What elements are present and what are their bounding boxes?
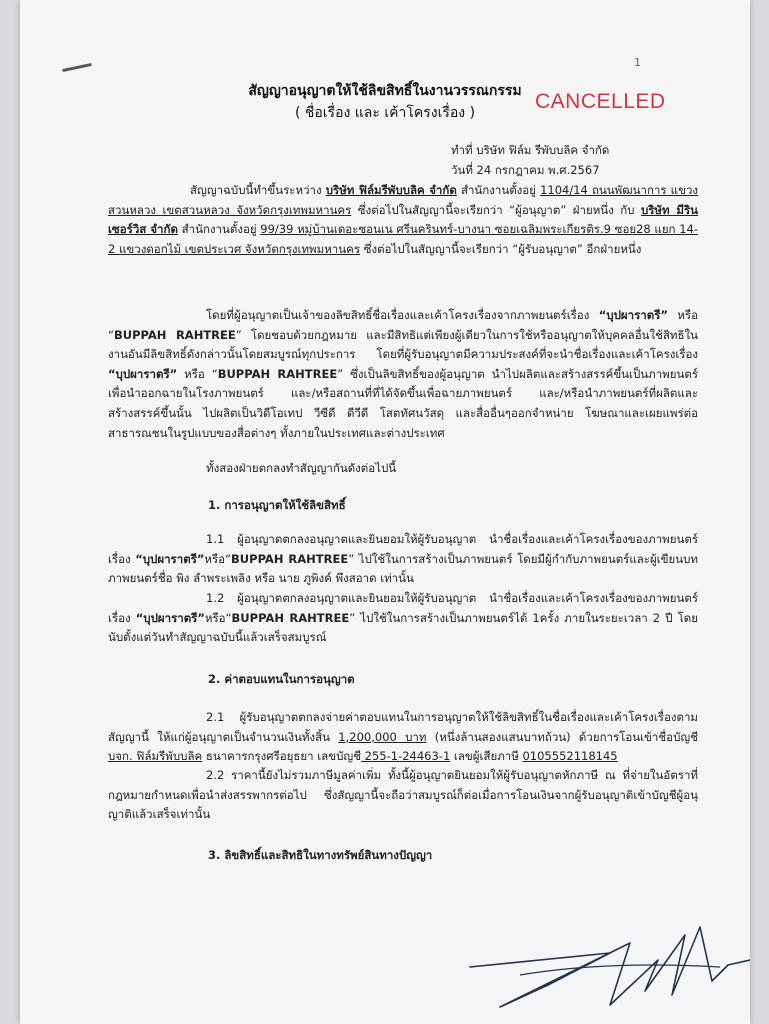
section-2-heading: 2. ค่าตอบแทนในการอนุญาต <box>208 672 355 686</box>
section-3-heading: 3. ลิขสิทธิ์และสิทธิในทางทรัพย์สินทางปัญญา <box>208 848 433 862</box>
parties-paragraph: สัญญาฉบับนี้ทำขึ้นระหว่าง บริษัท ฟิล์มรีพับบลิค จำกัด สำนักงานตั้งอยู่ 1104/14 ถนนพัฒนาการ แขวงสวนหลวง เขตสวนหลวง จังหวัดกรุงเทพมหานคร ซึ่งต่อไปในสัญญานี้จะเรียกว่า “ผู้อนุญาต” ฝ่ายหนึ่ง กับ บริษัท มีริน เซอร์วิส จำกัด สำนักงานตั้งอยู่ 99/39 หมู่บ้านเดอะซอนเน ศรีนครินทร์-บางนา ซอยเฉลิมพระเกียรติร.9 ซอย28 แยก 14-2 แขวงดอกไม้ เขตประเวศ จังหวัดกรุงเทพมหานคร ซึ่งต่อไปในสัญญานี้จะเรียกว่า “ผู้รับอนุญาต” อีกฝ่ายหนึ่ง <box>108 183 699 256</box>
date-line: วันที่ 24 กรกฎาคม พ.ศ.2567 <box>451 163 600 177</box>
document-page <box>20 0 750 1024</box>
made-at-line: ทำที่ บริษัท ฟิล์ม รีพับบลิค จำกัด <box>451 143 610 157</box>
agreement-intro: ทั้งสองฝ่ายตกลงทำสัญญากันดังต่อไปนี้ <box>206 461 397 475</box>
section-1-heading: 1. การอนุญาตให้ใช้ลิขสิทธิ์ <box>208 498 346 512</box>
clause-1-1: 1.1 ผู้อนุญาตตกลงอนุญาตและยินยอมให้ผู้รับอนุญาต นำชื่อเรื่องและเค้าโครงเรื่องของภาพยนตร์เรื่อง “บุปผาราตรี”หรือ“BUPPAH RAHTREE” ไปใช้ในการสร้างเป็นภาพยนตร์ โดยมีผู้กำกับภาพยนตร์และผู้เขียนบทภาพยนตร์ชื่อ พิง ลำพระเพลิง หรือ นาย ภูพิงค์ พึงสอาด เท่านั้น <box>108 532 698 586</box>
page-number: 1 <box>634 56 641 69</box>
clause-2-1: 2.1 ผู้รับอนุญาตตกลงจ่ายค่าตอบแทนในการอนุญาตให้ใช้ลิขสิทธิ์ในชื่อเรื่องและเค้าโครงเรื่องตามสัญญานี้ ให้แก่ผู้อนุญาตเป็นจำนวนเงินทั้งสิ้น 1,200,000 บาท (หนึ่งล้านสองแสนบาทถ้วน) ด้วยการโอนเข้าชื่อบัญชี บจก. ฟิล์มรีพับบลิค ธนาคารกรุงศรีอยุธยา เลขบัญชี 255-1-24463-1 เลขผู้เสียภาษี 0105552118145 <box>108 710 698 764</box>
clause-1-2: 1.2 ผู้อนุญาตตกลงอนุญาตและยินยอมให้ผู้รับอนุญาต นำชื่อเรื่องและเค้าโครงเรื่องของภาพยนตร์เรื่อง “บุปผาราตรี”หรือ“BUPPAH RAHTREE” ไปใช้ในการสร้างเป็นภาพยนตร์ได้ 1ครั้ง ภายในระยะเวลา 2 ปี โดยนับตั้งแต่วันทำสัญญาฉบับนี้แล้วเสร็จสมบูรณ์ <box>108 591 698 645</box>
document-subtitle: ( ชื่อเรื่อง และ เค้าโครงเรื่อง ) <box>294 105 476 121</box>
clause-2-2: 2.2 ราคานี้ยังไม่รวมภาษีมูลค่าเพิ่ม ทั้งนี้ผู้อนุญาตยินยอมให้ผู้รับอนุญาตหักภาษี ณ ที่จ่ายในอัตราที่กฎหมายกำหนดเพื่อนำส่งสรรพากรต่อไป ซึ่งสัญญานี้จะถือว่าสมบูรณ์ก็ต่อเมื่อการโอนเงินจากผู้รับอนุญาติเข้าบัญชีผู้อนุญาติแล้วเสร็จเท่านั้น <box>108 768 698 822</box>
document-title: สัญญาอนุญาตให้ใช้ลิขสิทธิ์ในงานวรรณกรรม <box>248 83 522 99</box>
cancelled-stamp: CANCELLED <box>535 90 666 113</box>
recital-paragraph: โดยที่ผู้อนุญาตเป็นเจ้าของลิขสิทธิ์ชื่อเรื่องและเค้าโครงเรื่องจากภาพยนตร์เรื่อง “บุปผาราตรี” หรือ “BUPPAH RAHTREE” โดยชอบด้วยกฎหมาย และมีสิทธิแต่เพียงผู้เดียวในการใช้หรืออนุญาตให้บุคคลอื่นใช้สิทธิในงานอันมีลิขสิทธิ์ดังกล่าวนั้นโดยสมบูรณ์ทุกประการ โดยที่ผู้รับอนุญาตมีความประสงค์ที่จะนำชื่อเรื่องและเค้าโครงเรื่อง “บุปผาราตรี” หรือ “BUPPAH RAHTREE” ซึ่งเป็นลิขสิทธิ์ของผู้อนุญาต นำไปผลิตและสร้างสรรค์ขึ้นเป็นภาพยนตร์ เพื่อนำออกฉายในโรงภาพยนตร์ และ/หรือสถานที่ที่ได้จัดขึ้นเพื่อฉายภาพยนตร์ และ/หรือนำภาพยนตร์ที่ผลิตและสร้างสรรค์ขึ้นนั้น ไปผลิตเป็นวิดีโอเทป วีซีดี ดีวีดี โสตทัศนวัสดุ และสื่ออื่นๆออกจำหน่าย โฆษณาและเผยแพร่ต่อสาธารณชนในรูปแบบของสื่อต่างๆ ทั้งภายในประเทศและต่างประเทศ <box>108 308 699 440</box>
signature-icon <box>460 905 750 1020</box>
pen-mark <box>62 63 92 72</box>
